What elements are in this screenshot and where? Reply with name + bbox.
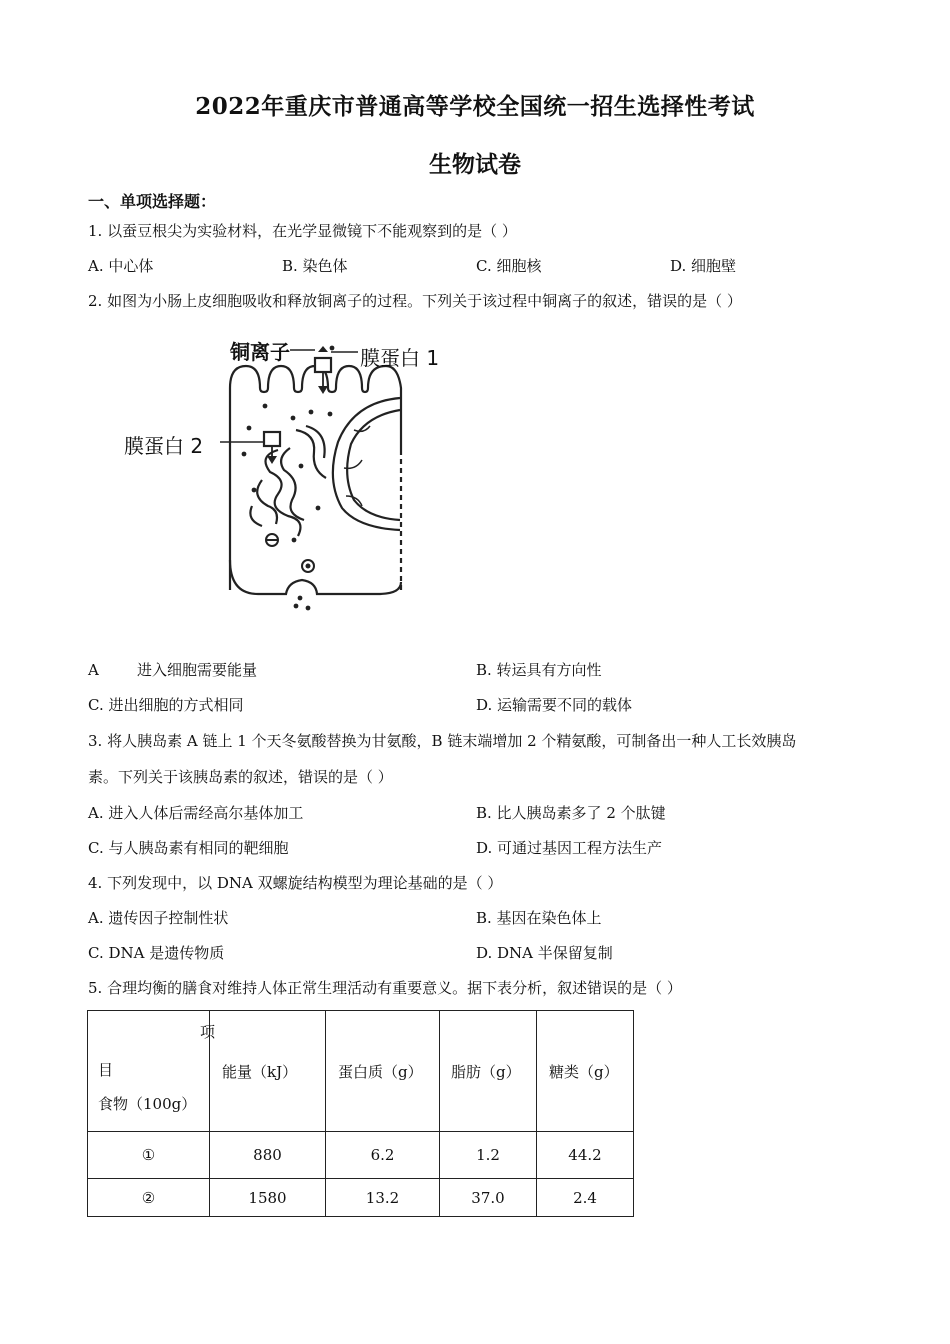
table-header-cell: 脂肪（g） <box>440 1011 537 1132</box>
table-header-cell: 蛋白质（g） <box>326 1011 440 1132</box>
q4-option-b: B. 基因在染色体上 <box>476 909 602 927</box>
q1-option-b: B. 染色体 <box>282 257 348 275</box>
q4-option-a: A. 遗传因子控制性状 <box>88 909 229 927</box>
table-cell-food: ② <box>88 1179 210 1217</box>
q5-stem: 5. 合理均衡的膳食对维持人体正常生理活动有重要意义。据下表分析，叙述错误的是（ ） <box>88 979 682 997</box>
table-cell: 2.4 <box>537 1179 634 1217</box>
q4-option-c: C. DNA 是遗传物质 <box>88 944 225 962</box>
table-corner-cell <box>88 1011 216 1132</box>
table-cell: 880 <box>210 1132 326 1179</box>
q3-stem-line2: 素。下列关于该胰岛素的叙述，错误的是（ ） <box>88 768 393 786</box>
table-cell: 13.2 <box>326 1179 440 1217</box>
q3-option-d: D. 可通过基因工程方法生产 <box>476 839 663 857</box>
q2-stem: 2. 如图为小肠上皮细胞吸收和释放铜离子的过程。下列关于该过程中铜离子的叙述，错误的是（ ） <box>88 292 742 310</box>
q4-stem: 4. 下列发现中，以 DNA 双螺旋结构模型为理论基础的是（ ） <box>88 874 503 892</box>
q1-option-d: D. 细胞壁 <box>670 257 737 275</box>
exam-title: 2022年重庆市普通高等学校全国统一招生选择性考试 <box>195 93 755 120</box>
q4-option-d: D. DNA 半保留复制 <box>476 944 613 962</box>
corner-label-top: 项 <box>200 1023 216 1041</box>
section-heading: 一、单项选择题： <box>88 192 217 211</box>
q3-option-c: C. 与人胰岛素有相同的靶细胞 <box>88 839 289 857</box>
q1-option-a: A. 中心体 <box>88 257 154 275</box>
table-row <box>88 1132 634 1179</box>
corner-label-bottom: 食物（100g） <box>98 1095 197 1113</box>
q2-option-b: B. 转运具有方向性 <box>476 661 602 679</box>
table-row <box>88 1179 634 1217</box>
label-membrane-protein-2: 膜蛋白 2 <box>124 434 204 458</box>
q3-option-b: B. 比人胰岛素多了 2 个肽键 <box>476 804 666 822</box>
corner-label-mid: 目 <box>98 1061 114 1079</box>
q3-stem-line1: 3. 将人胰岛素 A 链上 1 个天冬氨酸替换为甘氨酸，B 链末端增加 2 个精氨酸，可制备出一种人工长效胰岛 <box>88 732 797 750</box>
cell-diagram <box>118 330 458 620</box>
table-header-cell: 糖类（g） <box>537 1011 634 1132</box>
nutrition-table <box>87 1010 634 1217</box>
q2-option-a: A 进入细胞需要能量 <box>88 661 257 679</box>
table-cell: 44.2 <box>537 1132 634 1179</box>
table-cell: 6.2 <box>326 1132 440 1179</box>
table-cell: 1580 <box>210 1179 326 1217</box>
q2-option-d: D. 运输需要不同的载体 <box>476 696 633 714</box>
exam-subtitle: 生物试卷 <box>429 151 521 178</box>
table-cell: 1.2 <box>440 1132 537 1179</box>
q1-option-c: C. 细胞核 <box>476 257 542 275</box>
table-header-row <box>88 1011 634 1132</box>
table-header-cell: 能量（kJ） <box>210 1011 326 1132</box>
q1-stem: 1. 以蚕豆根尖为实验材料，在光学显微镜下不能观察到的是（ ） <box>88 222 517 240</box>
label-membrane-protein-1: 膜蛋白 1 <box>360 346 440 370</box>
q3-option-a: A. 进入人体后需经高尔基体加工 <box>88 804 304 822</box>
table-cell: 37.0 <box>440 1179 537 1217</box>
table-cell-food: ① <box>88 1132 210 1179</box>
q2-option-c: C. 进出细胞的方式相同 <box>88 696 244 714</box>
label-copper-ion: 铜离子 <box>230 340 290 364</box>
